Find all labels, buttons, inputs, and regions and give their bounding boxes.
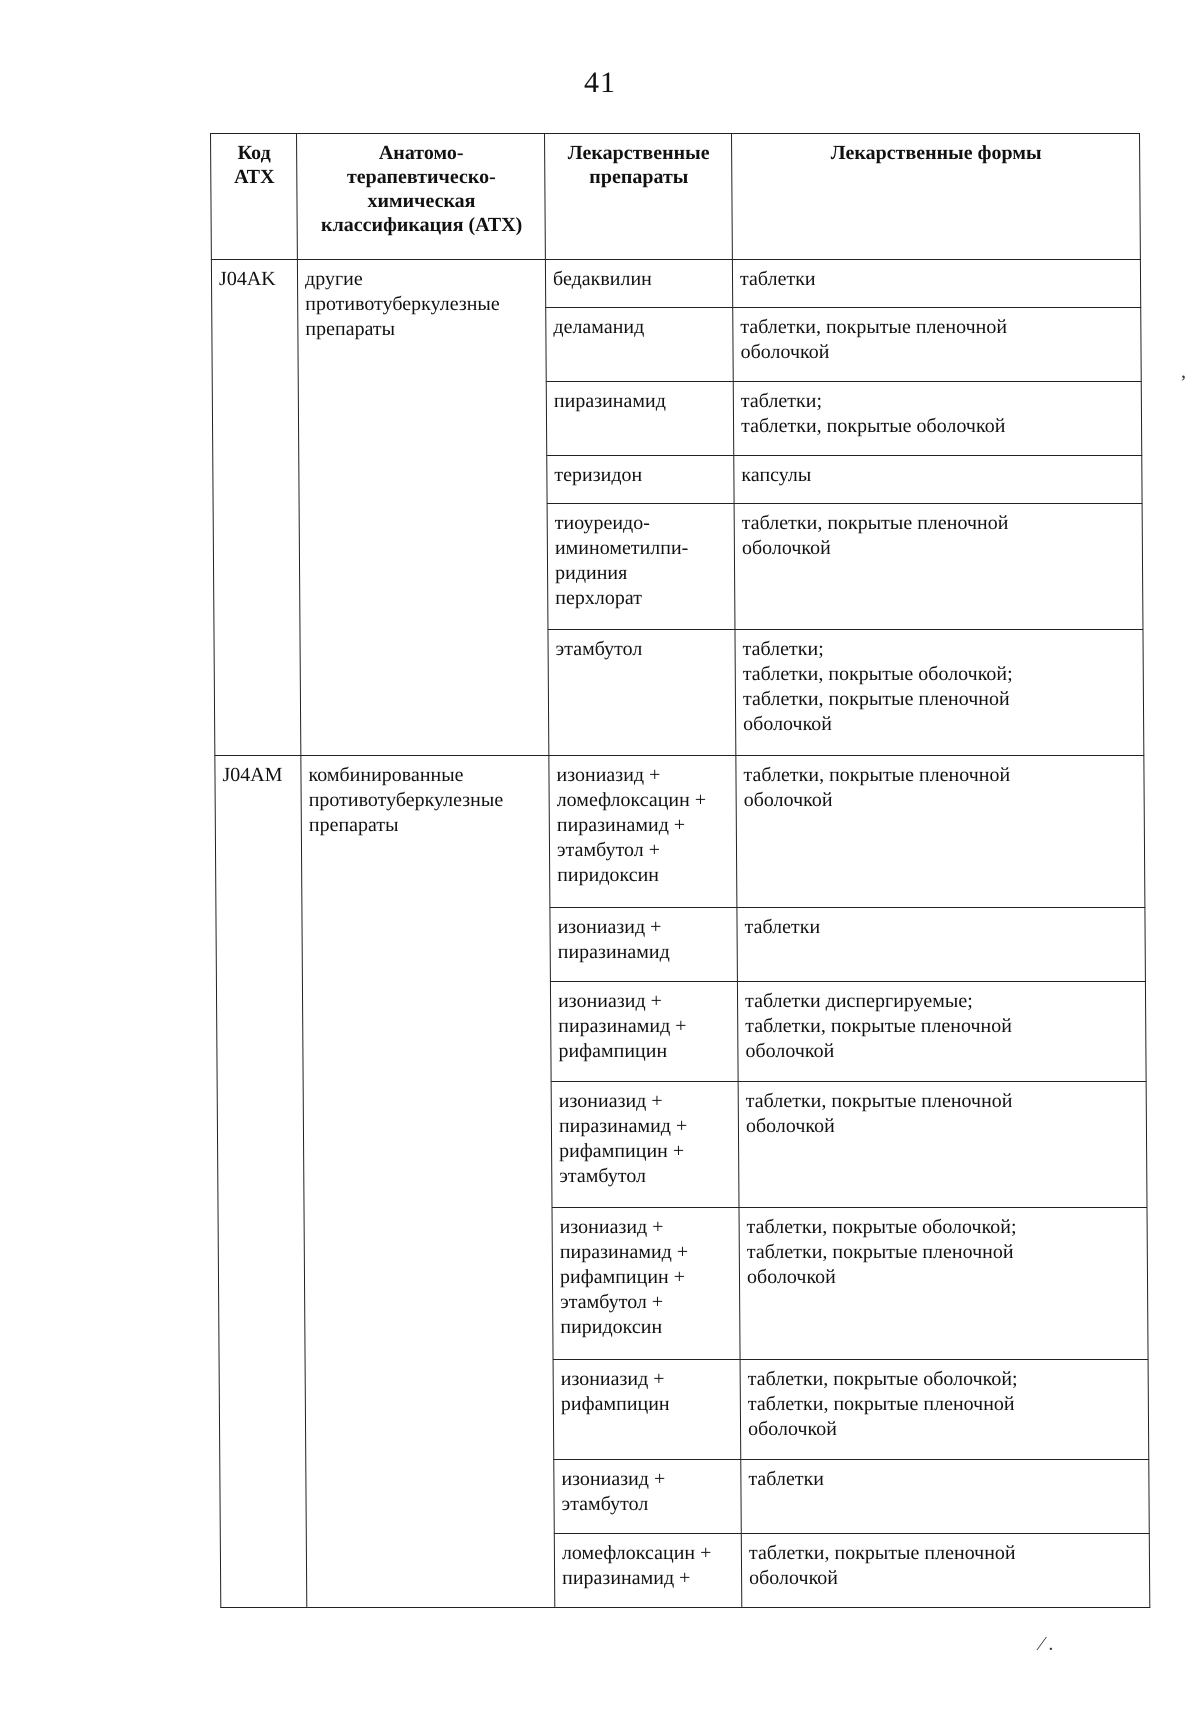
- page-number: 41: [584, 66, 616, 99]
- drug-cell: теризидон: [547, 456, 734, 504]
- atx-code-cell: J04AK: [211, 260, 300, 756]
- dosage-form-cell: таблетки, покрытые пленочной оболочкой: [733, 308, 1142, 382]
- drug-cell: изониазид + пиразинамид: [550, 908, 738, 982]
- header-forms: Лекарственные формы: [732, 134, 1141, 260]
- table-header-row: [211, 134, 1141, 260]
- dosage-form-cell: таблетки, покрытые пленочной оболочкой: [736, 756, 1145, 908]
- atx-drug-table: [210, 133, 1150, 1608]
- drug-cell: изониазид + ломефлоксацин + пиразинамид + этамбутол + пиридоксин: [549, 756, 737, 908]
- scan-mark: ⁄ .: [1040, 1633, 1054, 1655]
- dosage-form-cell: таблетки, покрытые пленочной оболочкой: [734, 504, 1143, 630]
- dosage-form-cell: таблетки, покрытые оболочкой; таблетки, покрытые пленочной оболочкой: [739, 1208, 1148, 1360]
- table-row: [215, 756, 1145, 908]
- dosage-form-cell: таблетки, покрытые оболочкой; таблетки, покрытые пленочной оболочкой: [740, 1360, 1149, 1460]
- drug-cell: изониазид + рифампицин: [553, 1360, 741, 1460]
- dosage-form-cell: капсулы: [734, 456, 1142, 504]
- dosage-form-cell: таблетки; таблетки, покрытые оболочкой; таблетки, покрытые пленочной оболочкой: [735, 630, 1144, 756]
- atx-code-cell: J04AM: [215, 756, 307, 1608]
- drug-cell: изониазид + этамбутол: [554, 1460, 742, 1534]
- drug-cell: деламанид: [546, 308, 734, 382]
- dosage-form-cell: таблетки, покрытые пленочной оболочкой: [738, 1082, 1147, 1208]
- header-code: Код АТХ: [211, 134, 298, 260]
- scan-mark: ʼ: [1180, 372, 1187, 394]
- drug-cell: тиоуреидо- иминометилпи- ридиния перхлорат: [547, 504, 735, 630]
- drug-cell: ломефлоксацин + пиразинамид +: [554, 1534, 742, 1608]
- header-drugs: Лекарственные препараты: [545, 134, 733, 260]
- drug-cell: этамбутол: [548, 630, 736, 756]
- dosage-form-cell: таблетки диспергируемые; таблетки, покрытые пленочной оболочкой: [737, 982, 1146, 1082]
- drug-cell: изониазид + пиразинамид + рифампицин + этамбутол: [551, 1082, 739, 1208]
- table-row: [211, 260, 1140, 308]
- dosage-form-cell: таблетки; таблетки, покрытые оболочкой: [733, 382, 1142, 456]
- atx-classification-cell: комбинированные противотуберкулезные препараты: [301, 756, 555, 1608]
- dosage-form-cell: таблетки, покрытые пленочной оболочкой: [741, 1534, 1150, 1608]
- drug-cell: изониазид + пиразинамид + рифампицин: [550, 982, 738, 1082]
- dosage-form-cell: таблетки: [737, 908, 1146, 982]
- dosage-form-cell: таблетки: [732, 260, 1140, 308]
- drug-cell: пиразинамид: [546, 382, 734, 456]
- dosage-form-cell: таблетки: [741, 1460, 1150, 1534]
- header-classification: Анатомо- терапевтическо- химическая классификация (АТХ): [297, 134, 546, 260]
- atx-classification-cell: другие противотуберкулезные препараты: [297, 260, 548, 756]
- drug-cell: изониазид + пиразинамид + рифампицин + этамбутол + пиридоксин: [552, 1208, 740, 1360]
- drug-cell: бедаквилин: [545, 260, 732, 308]
